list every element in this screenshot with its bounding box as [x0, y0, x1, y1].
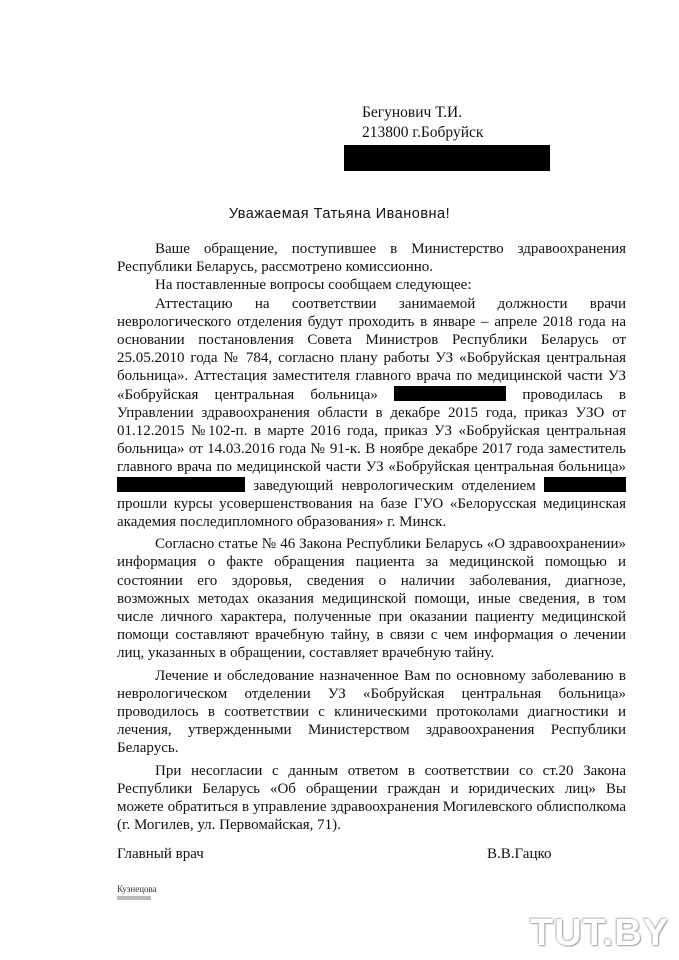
- paragraph-treatment: Лечение и обследование назначенное Вам по основному заболеванию в неврологическом отделении УЗ «Бобруйская центральная больница» проводилось в соответствии с клиническими протоколами диагностики и лечения, утвержденными Министерством здравоохранения Республики Беларусь.: [117, 667, 626, 757]
- executor-name: Кузнецова: [117, 884, 157, 894]
- letter-body: [117, 240, 626, 835]
- signature-title: Главный врач: [117, 846, 204, 862]
- attestation-text-3: заведующий неврологическим отделением: [253, 477, 536, 494]
- redacted-address: [344, 145, 550, 171]
- paragraph-lead: На поставленные вопросы сообщаем следующее:: [155, 277, 472, 294]
- paragraph-appeal: При несогласии с данным ответом в соответствии со ст.20 Закона Республики Беларусь «Об обращении граждан и юридических лиц» Вы можете обратиться в управление здравоохранения Могилевского облисполкома (г. Могилев, ул. Первомайская, 71).: [117, 762, 626, 834]
- paragraph-attestation: [117, 295, 626, 532]
- recipient-address: [362, 103, 483, 143]
- paragraph-intro: Ваше обращение, поступившее в Министерство здравоохранения Республики Беларусь, рассмотрено комиссионно.: [117, 241, 626, 276]
- redacted-name-3: [544, 477, 626, 492]
- signature-name: В.В.Гацко: [487, 846, 552, 862]
- recipient-name: Бегунович Т.И.: [362, 104, 463, 121]
- attestation-text: Аттестацию на соответствии занимаемой должности врачи неврологического отделения будут проходить в январе – апреле 2018 года на основании постановления Совета Министров Республики Беларусь от 25.05.2010 года № 784, согласно плану работы УЗ «Бобруйская центральная больница». Аттестация заместителя главного врача по медицинской части УЗ «Бобруйская центральная больница»: [117, 295, 626, 403]
- redacted-name-1: [394, 386, 506, 401]
- redacted-name-2: [117, 477, 245, 492]
- attestation-text-2: проводилась в Управлении здравоохранения области в декабре 2015 года, приказ УЗО от 01.12.2015 №102-п. в марте 2016 года, приказ УЗ «Бобруйская центральная больница» от 14.03.2016 года № 91-к. В ноябре декабре 2017 года заместитель главного врача по медицинской части УЗ «Бобруйская центральная больница»: [117, 386, 626, 476]
- executor-phone-faded: [117, 896, 151, 900]
- recipient-city: 213800 г.Бобруйск: [362, 124, 484, 141]
- watermark-logo: TUT.BY: [530, 912, 669, 954]
- greeting: Уважаемая Татьяна Ивановна!: [228, 206, 451, 222]
- attestation-text-4: прошли курсы усовершенствования на базе ГУО «Белорусская медицинская академия последипломного образования» г. Минск.: [117, 495, 626, 531]
- paragraph-law: Согласно статье № 46 Закона Республики Беларусь «О здравоохранении» информация о факте обращения пациента за медицинской помощью и состоянии его здоровья, сведения о наличии заболевания, диагнозе, возможных методах оказания медицинской помощи, иные сведения, в том числе личного характера, полученные при оказании пациенту медицинской помощи составляют врачебную тайну, в связи с чем информация о лечении лиц, указанных в обращении, составляет врачебную тайну.: [117, 536, 626, 662]
